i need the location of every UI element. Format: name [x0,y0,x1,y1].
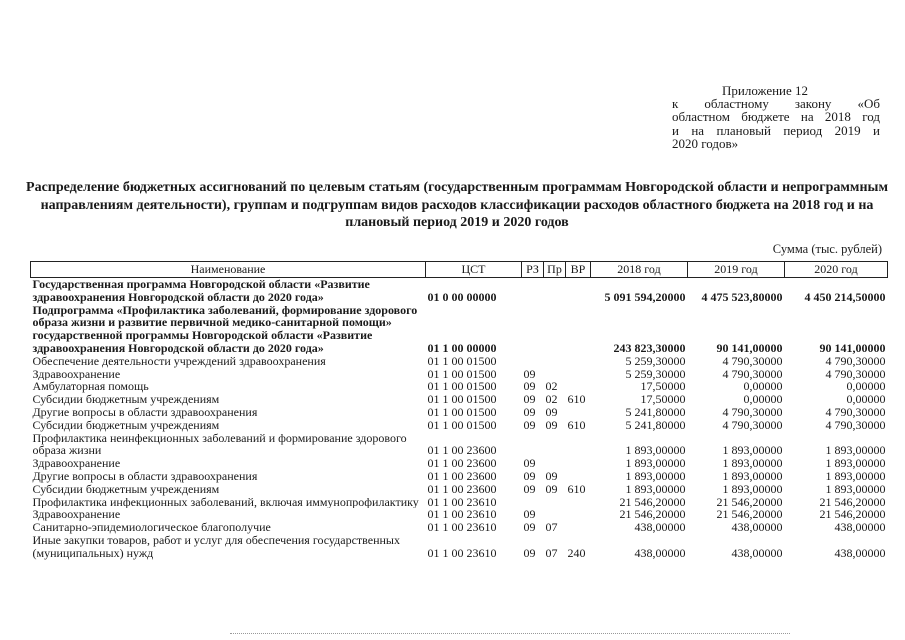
table-row [31,457,888,470]
table-row [31,470,888,483]
cell-rz: 09 [523,545,536,560]
cell-2018: 243 823,30000 [613,340,686,355]
cell-cst: 01 1 00 23610 [427,521,497,534]
cell-2019: 1 893,00000 [722,469,783,483]
cell-pr: 07 [545,545,558,560]
header-pr: Пр [544,262,566,278]
cell-2020: 21 546,20000 [819,495,886,509]
cell-2019: 90 141,00000 [716,340,783,355]
cell-2020: 4 790,30000 [825,418,886,432]
budget-table [30,261,888,560]
cell-2020: 0,00000 [846,393,886,406]
cell-name: Субсидии бюджетным учреждениям [32,393,220,406]
cell-name: Здравоохранение [32,457,121,470]
cell-pr: 09 [545,482,558,496]
document-title: Распределение бюджетных ассигнований по целевым статьям (государственным программам Новгородской области и непрограммным направлениям деятельности), группам и подгруппам видов расходов классификации расходов областного бюджета на 2018 год и на плановый период 2019 и 2020 годов [26,180,888,230]
table-row [31,380,888,393]
cell-rz: 09 [523,457,536,470]
cell-rz: 09 [523,469,536,483]
cell-cst: 01 1 00 01500 [427,367,497,381]
cell-cst: 01 1 00 23610 [427,495,497,509]
cell-cst: 01 1 00 23610 [427,508,497,522]
cell-pr [544,368,566,381]
cell-cst: 01 1 00 23600 [427,457,497,470]
cell-name: Здравоохранение [32,508,121,522]
cell-rz [522,304,544,355]
cell-vr [566,380,591,393]
cell-2020: 4 790,30000 [825,354,886,368]
cell-pr [544,355,566,368]
table-row [31,368,888,381]
cell-pr [544,457,566,470]
cell-rz: 09 [523,418,536,432]
cell-2018: 1 893,00000 [625,469,686,483]
cell-cst: 01 1 00 23600 [427,443,497,458]
cell-rz: 09 [523,508,536,522]
cell-2019: 1 893,00000 [722,482,783,496]
cell-2020: 1 893,00000 [825,482,886,496]
cell-2018: 438,00000 [634,521,686,534]
cell-name: Субсидии бюджетным учреждениям [32,482,220,496]
cell-2019: 0,00000 [743,380,783,394]
cell-name: Государственная программа Новгородской области «Развитие здравоохранения Новгородской области до 2020 года» [32,277,370,304]
header-2019: 2019 год [688,262,785,278]
cell-2018: 438,00000 [634,545,686,560]
cell-cst: 01 1 00 01500 [427,418,497,432]
cell-2019: 21 546,20000 [716,508,783,522]
cell-2019: 1 893,00000 [722,457,783,470]
cell-cst: 01 1 00 01500 [427,405,497,419]
cell-rz: 09 [523,405,536,419]
cell-pr: 09 [545,469,558,483]
cell-pr: 02 [545,380,558,394]
cell-cst: 01 1 00 23600 [427,482,497,496]
cell-vr [566,406,591,419]
cell-2018: 1 893,00000 [625,482,686,496]
appendix-line: Приложение 12 [722,83,809,98]
cell-2020: 4 450 214,50000 [804,289,886,304]
cell-name: Другие вопросы в области здравоохранения [32,469,258,483]
cell-vr: 610 [567,418,586,432]
cell-rz: 09 [523,521,536,534]
cell-vr: 240 [567,545,586,560]
cell-pr [544,496,566,509]
table-row [31,496,888,509]
cell-name: Здравоохранение [32,367,121,381]
cell-2018: 5 259,30000 [625,367,686,381]
cell-2020: 0,00000 [846,380,886,394]
cell-cst: 01 1 00 01500 [427,380,497,394]
cell-rz [522,432,544,458]
table-row [31,406,888,419]
cell-pr: 07 [545,521,558,534]
appendix-line: областном бюджете на 2018 год [672,109,880,125]
cell-2018: 21 546,20000 [619,495,686,509]
cell-pr: 09 [545,405,558,419]
cell-pr [544,304,566,355]
cell-vr [566,432,591,458]
cell-name: Иные закупки товаров, работ и услуг для обеспечения государственных (муниципальных) нужд [32,533,400,560]
cell-2020: 438,00000 [834,521,886,534]
cell-2020: 90 141,00000 [819,340,886,355]
cell-pr: 09 [545,418,558,432]
cell-cst: 01 1 00 01500 [427,393,497,406]
cell-2020: 21 546,20000 [819,508,886,522]
header-cst: ЦСТ [426,262,522,278]
cell-2018: 5 091 594,20000 [604,289,686,304]
cell-2020: 1 893,00000 [825,443,886,458]
cell-2019: 0,00000 [743,393,783,406]
table-header-row [31,262,888,278]
table-row [31,534,888,560]
cell-rz: 09 [523,380,536,394]
cell-2018: 1 893,00000 [625,443,686,458]
cell-name: Профилактика неинфекционных заболеваний и формирование здорового образа жизни [32,431,407,458]
cell-2018: 1 893,00000 [625,457,686,470]
cell-2019: 438,00000 [731,545,783,560]
table-row [31,304,888,355]
cell-cst: 01 1 00 01500 [427,354,497,368]
cell-2018: 5 241,80000 [625,418,686,432]
appendix-line: и на плановый период 2019 и [672,122,880,138]
cell-2020: 438,00000 [834,545,886,560]
cell-vr: 610 [567,482,586,496]
cell-vr [566,278,591,304]
cell-2019: 21 546,20000 [716,495,783,509]
cell-name: Обеспечение деятельности учреждений здравоохранения [32,354,326,368]
cell-2018: 17,50000 [640,380,686,394]
cell-rz: 09 [523,367,536,381]
cell-cst: 01 1 00 00000 [427,340,497,355]
cell-cst: 01 1 00 23610 [427,545,497,560]
cell-2020: 1 893,00000 [825,457,886,470]
cell-2019: 4 475 523,80000 [701,289,783,304]
cell-rz [522,355,544,368]
cell-2018: 5 241,80000 [625,405,686,419]
table-row [31,278,888,304]
cell-vr [566,457,591,470]
table-row [31,355,888,368]
cell-vr [566,355,591,368]
cell-pr [544,278,566,304]
cell-name: Субсидии бюджетным учреждениям [32,418,220,432]
cell-2018: 17,50000 [640,393,686,406]
header-2018: 2018 год [591,262,688,278]
table-row [31,432,888,458]
cell-vr: 610 [567,393,586,406]
cell-pr [544,508,566,521]
cell-2018: 21 546,20000 [619,508,686,522]
header-2020: 2020 год [785,262,888,278]
cell-cst: 01 1 00 23600 [427,469,497,483]
table-row [31,393,888,406]
cell-pr [544,432,566,458]
cell-name: Профилактика инфекционных заболеваний, включая иммунопрофилактику [32,495,419,509]
table-row [31,508,888,521]
cell-vr [566,521,591,534]
appendix-line: к областному закону «Об [672,96,880,112]
cell-vr [566,470,591,483]
cell-name: Подпрограмма «Профилактика заболеваний, формирование здорового образа жизни и развитие первичной медико-санитарной помощи» государственной программы Новгородской области «Развитие здравоохранения Новгородской области до 2020 года» [32,303,418,355]
cell-name: Санитарно-эпидемиологическое благополучие [32,521,271,534]
cell-2019: 4 790,30000 [722,367,783,381]
cell-2019: 4 790,30000 [722,418,783,432]
cell-rz: 09 [523,393,536,406]
cell-vr [566,304,591,355]
header-rz: РЗ [522,262,544,278]
cell-2020: 4 790,30000 [825,405,886,419]
cell-name: Амбулаторная помощь [32,380,149,394]
cell-cst: 01 0 00 00000 [427,289,497,304]
table-row [31,419,888,432]
cell-2018: 5 259,30000 [625,354,686,368]
appendix-line: 2020 годов» [672,135,739,151]
cell-2019: 4 790,30000 [722,405,783,419]
cell-rz [522,278,544,304]
header-vr: ВР [566,262,591,278]
cell-2020: 4 790,30000 [825,367,886,381]
header-name: Наименование [31,262,426,278]
cell-rz: 09 [523,482,536,496]
cell-vr [566,496,591,509]
page-bottom-cut [230,633,790,635]
cell-2019: 4 790,30000 [722,354,783,368]
cell-vr [566,508,591,521]
cell-2019: 438,00000 [731,521,783,534]
cell-vr [566,368,591,381]
cell-pr: 02 [545,393,558,406]
table-row [31,521,888,534]
cell-rz [522,496,544,509]
cell-2020: 1 893,00000 [825,469,886,483]
cell-name: Другие вопросы в области здравоохранения [32,405,258,419]
cell-2019: 1 893,00000 [722,443,783,458]
appendix-note [672,84,880,150]
table-row [31,483,888,496]
units-label: Сумма (тыс. рублей) [772,242,882,256]
